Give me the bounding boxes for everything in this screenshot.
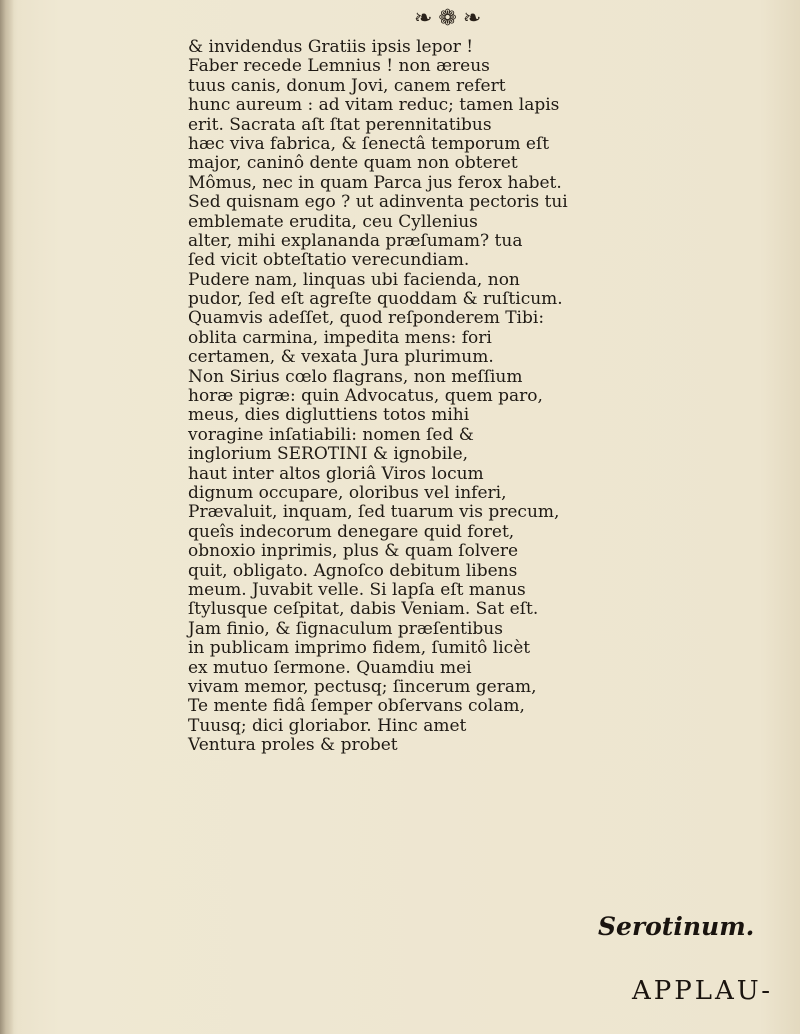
page-gutter (0, 0, 14, 1034)
text-line: hunc aureum : ad vitam reduc; tamen lapis (188, 95, 560, 116)
text-line: ſtylusque ceſpitat, dabis Veniam. Sat eſt. (188, 599, 539, 620)
text-line: tuus canis, donum Jovi, canem refert (188, 75, 506, 96)
text-line: emblemate erudita, ceu Cyllenius (188, 211, 478, 232)
text-line: dignum occupare, oloribus vel inferi, (188, 482, 507, 503)
text-line: haut inter altos gloriâ Viros locum (188, 463, 484, 484)
text-line: Ventura proles & probet (188, 735, 398, 756)
signature: Serotinum. (598, 912, 755, 941)
text-line: Sed quisnam ego ? ut adinventa pectoris tui (188, 192, 568, 213)
text-line: certamen, & vexata Jura plurimum. (188, 347, 494, 368)
text-line: horæ pigræ: quin Advocatus, quem paro, (188, 386, 543, 407)
text-line: & invidendus Gratiis ipsis lepor ! (188, 37, 474, 57)
text-line: vivam memor, pectusq; ſincerum geram, (188, 676, 537, 697)
text-line: alter, mihi explananda præſumam? tua (188, 230, 523, 251)
text-line: Te mente fidâ ſemper obſervans colam, (188, 696, 525, 717)
text-line: hæc viva fabrica, & ſenectâ temporum eſt (188, 133, 550, 154)
text-line: Mômus, nec in quam Parca jus ferox habet. (188, 172, 562, 193)
text-line: Pudere nam, linquas ubi facienda, non (188, 269, 520, 290)
text-line: Non Sirius cœlo flagrans, non meſſium (188, 366, 523, 387)
text-line: Jam finio, & ſignaculum præſentibus (188, 618, 503, 639)
text-line: ex mutuo ſermone. Quamdiu mei (188, 657, 472, 678)
text-line: major, caninô dente quam non obteret (188, 153, 518, 174)
ornament-header: ❧❁❧ (414, 6, 488, 31)
text-line: voragine inſatiabili: nomen ſed & (188, 424, 474, 445)
text-line: ſed vicit obteſtatio verecundiam. (188, 250, 470, 271)
text-line: Tuusq; dici gloriabor. Hinc amet (188, 715, 467, 736)
text-line: in publicam imprimo fidem, ſumitô licèt (188, 638, 531, 659)
poem-body (188, 38, 788, 755)
text-line: quit, obligato. Agnoſco debitum libens (188, 560, 518, 581)
text-line: inglorium SEROTINI & ignobile, (188, 444, 469, 465)
text-line: meus, dies digluttiens totos mihi (188, 405, 470, 426)
text-line: pudor, ſed eſt agreſte quoddam & ruſticum. (188, 289, 563, 310)
catchword: APPLAU- (632, 976, 774, 1006)
text-line: erit. Sacrata aſt ſtat perennitatibus (188, 114, 492, 135)
text-line: meum. Juvabit velle. Si lapſa eſt manus (188, 579, 526, 600)
text-line: obnoxio inprimis, plus & quam ſolvere (188, 541, 519, 562)
text-line: queîs indecorum denegare quid foret, (188, 521, 515, 542)
text-line: oblita carmina, impedita mens: fori (188, 327, 492, 348)
text-line: Quamvis adeſſet, quod reſponderem Tibi: (188, 308, 545, 329)
text-line: Faber recede Lemnius ! non æreus (188, 56, 490, 77)
text-line: Prævaluit, inquam, ſed tuarum vis precum, (188, 502, 560, 523)
